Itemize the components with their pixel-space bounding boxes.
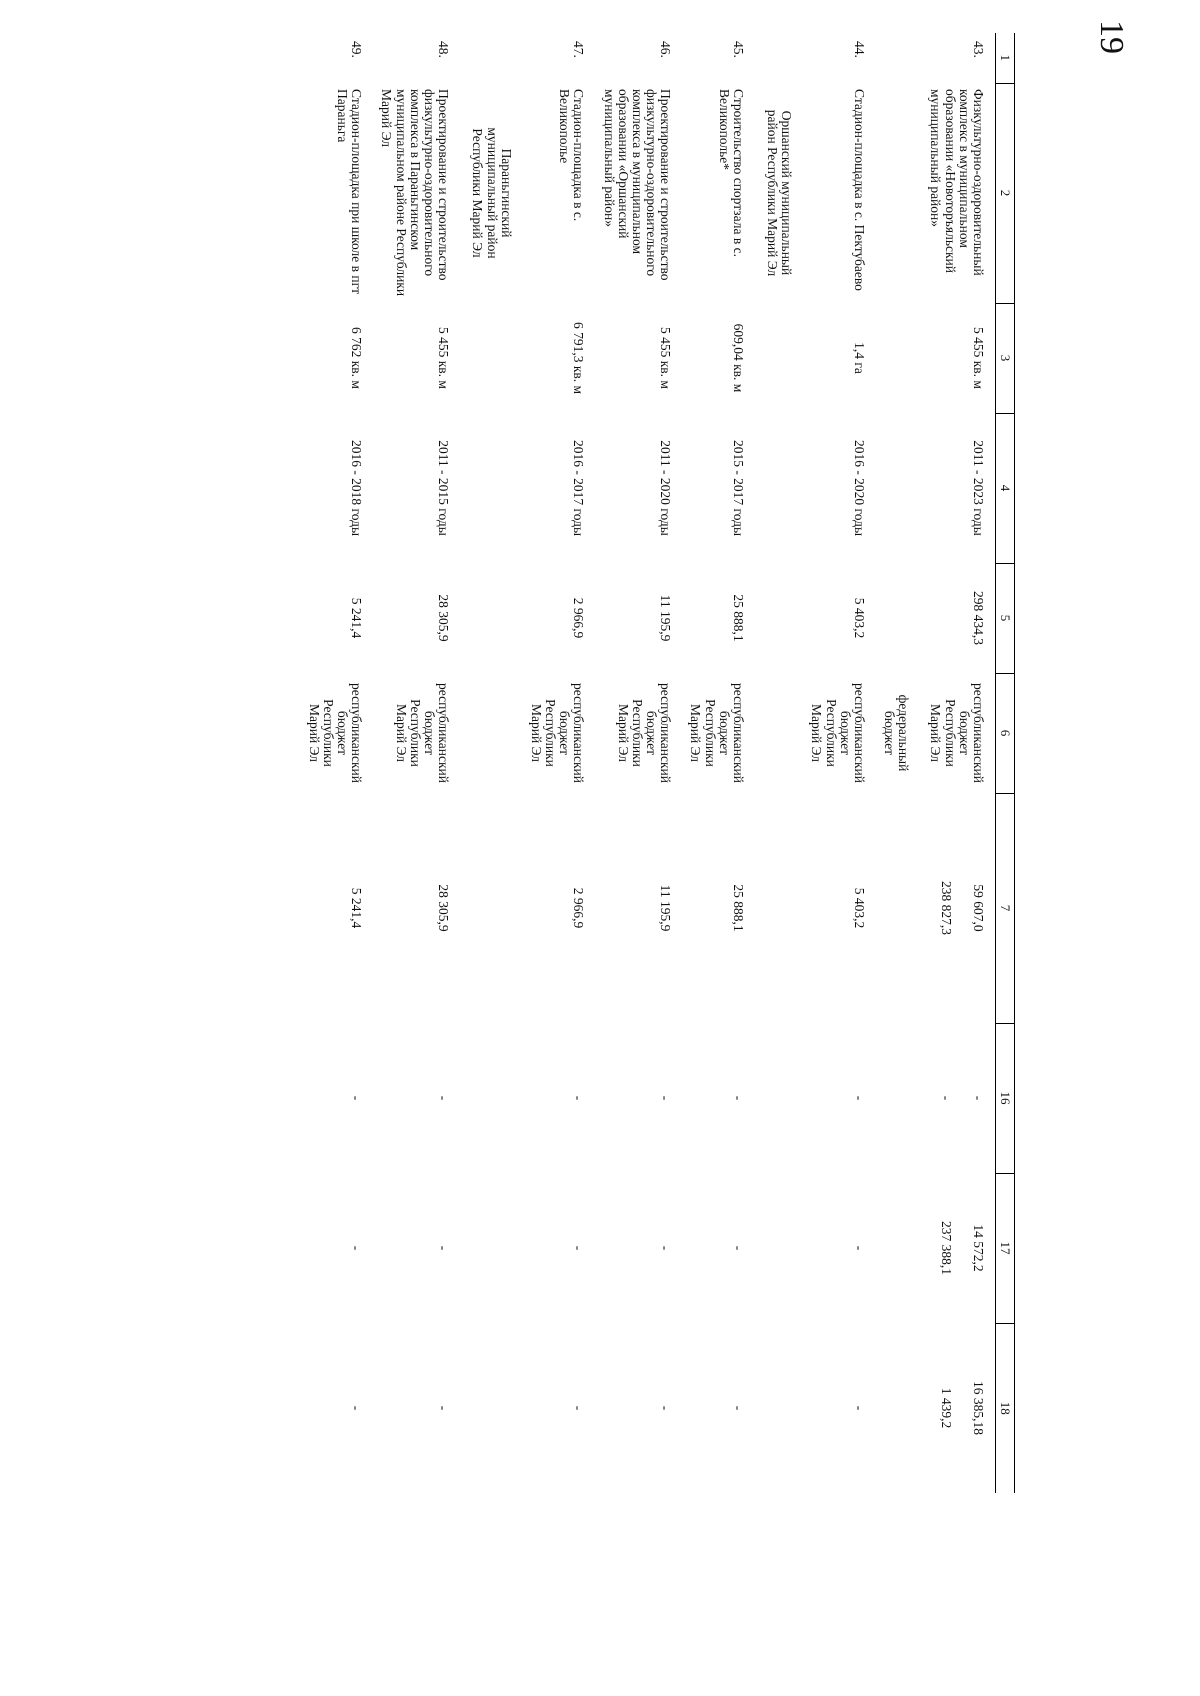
funding-source-cell [682,673,755,793]
empty-cell [460,1173,523,1323]
funding-source-cell [803,673,876,793]
value: - [349,1405,365,1411]
column-16-cell [523,1023,596,1173]
column-header: 2 [996,83,1015,303]
value: - [851,1245,867,1251]
column-17-cell [373,1173,460,1323]
object-name: Строительство спортзала в с. Великополье* [716,89,746,257]
object-name: Физкультурно-оздоровительный комплекс в муниципальном образовании «Новоторъяльский муниципальный район» [928,89,986,276]
column-16-cell [803,1023,876,1173]
column-7-cell [523,793,596,1023]
column-16-cell [595,1023,682,1173]
row-number: 45. [730,41,746,58]
table-body [301,33,996,1493]
period-cell: 2011 - 2023 годы [971,440,986,536]
total-cost-cell: 2 966,9 [571,597,587,639]
object-name: Стадион-площадка при школе в пгт Параньга [335,89,365,295]
period-cell: 2011 - 2015 годы [436,440,452,536]
column-17-cell [682,1173,755,1323]
column-7-cell [682,793,755,1023]
column-header: 7 [996,793,1015,1023]
empty-cell [755,303,803,413]
value: 5 403,2 [851,887,867,929]
value: - [658,1245,674,1251]
funding-source-name: республиканский бюджет Республики Марий Эл [809,683,867,783]
capacity-cell: 6 762 кв. м [349,327,365,389]
capacity-cell: 5 455 кв. м [971,327,986,389]
value: 28 305,9 [436,884,452,932]
value: - [851,1405,867,1411]
period-cell: 2016 - 2020 годы [851,439,867,537]
value: - [851,1095,867,1101]
value: - [436,1095,452,1101]
column-header: 16 [996,1023,1015,1173]
capacity-cell: 6 791,3 кв. м [571,321,587,395]
column-header: 4 [996,413,1015,563]
value: 16 385,18 [971,1381,986,1435]
column-7-cell [595,793,682,1023]
empty-cell [460,413,523,563]
value: 1 439,2 [938,1387,954,1429]
value: - [730,1245,746,1251]
column-header: 18 [997,1401,1013,1415]
funding-source-name: республиканский бюджет Республики Марий Эл [928,683,986,783]
column-16-cell [301,1023,374,1173]
column-18-cell [523,1323,596,1493]
column-17-cell [876,1173,996,1323]
value: - [730,1095,746,1101]
value: 25 888,1 [730,884,746,932]
total-cost-cell: 25 888,1 [730,594,746,642]
column-header: 6 [996,673,1015,793]
value: - [349,1095,365,1101]
value: 238 827,3 [938,881,954,935]
header-row [996,33,1015,1493]
empty-cell [460,563,523,673]
empty-cell [755,673,803,793]
row-number: 43. [971,41,986,58]
value: 11 195,9 [658,884,674,932]
empty-cell [755,1173,803,1323]
table-row [876,33,996,1493]
empty-cell [755,413,803,563]
value: - [571,1245,587,1251]
investment-table [301,33,1015,1493]
row-number: 47. [571,41,587,58]
column-18-cell [301,1323,374,1493]
funding-source-cell [595,673,682,793]
period-cell: 2011 - 2020 годы [658,440,674,536]
period-cell: 2015 - 2017 годы [730,439,746,537]
column-7-cell [301,793,374,1023]
table-row [595,33,682,1493]
column-7-cell [373,793,460,1023]
empty-cell [460,1323,523,1493]
table-row [373,33,460,1493]
object-name: Проектирование и строительство физкультурно-оздоровительного комплекса в муниципальном образовании «Оршанский муниципальный район» [601,89,674,281]
empty-cell [755,793,803,1023]
object-name: Стадион-площадка в с. Великополье [557,89,587,222]
column-17-cell [803,1173,876,1323]
subheader-row [460,33,523,1493]
value: - [938,1095,954,1101]
column-16-cell [373,1023,460,1173]
funding-source-name: республиканский бюджет Республики Марий Эл [393,683,452,783]
column-17-cell [595,1173,682,1323]
empty-cell [460,1023,523,1173]
empty-cell [755,1023,803,1173]
empty-cell [460,303,523,413]
funding-source-cell [523,673,596,793]
column-18-cell [876,1323,996,1493]
funding-source-name: республиканский бюджет Республики Марий Эл [688,683,746,783]
value: - [658,1095,674,1101]
value: - [730,1405,746,1411]
rotated-table-container [225,33,1015,1493]
empty-cell [460,33,523,83]
column-header: 5 [996,563,1015,673]
column-18-cell [803,1323,876,1493]
value: 2 966,9 [571,887,587,929]
value: 59 607,0 [971,884,986,932]
funding-source-name: республиканский бюджет Республики Марий Эл [306,683,365,783]
table-row [803,33,876,1493]
page-number: 19 [1093,20,1130,54]
total-cost-cell: 298 434,3 [971,591,986,645]
total-cost-cell: 11 195,9 [658,594,674,642]
column-16-cell [876,1023,996,1173]
value: - [658,1405,674,1411]
empty-cell [460,673,523,793]
subheader-row [755,33,803,1493]
row-number: 48. [436,41,452,58]
funding-source-name: федеральный бюджет [882,694,912,772]
column-header: 17 [996,1173,1015,1323]
empty-cell [460,793,523,1023]
empty-cell [755,1323,803,1493]
capacity-cell: 5 455 кв. м [658,327,674,389]
row-number: 44. [851,41,867,58]
total-cost-cell: 28 305,9 [436,594,452,642]
value: - [571,1405,587,1411]
value: 237 388,1 [938,1221,954,1275]
column-18-cell [373,1323,460,1493]
period-cell: 2016 - 2017 годы [571,439,587,537]
column-18-cell [682,1323,755,1493]
region-subheader: Параньгинский муниципальный район Республики Марий Эл [470,127,514,259]
value: 5 241,4 [349,887,365,929]
column-7-cell [803,793,876,1023]
funding-source-cell [876,673,996,793]
column-7-cell [876,793,996,1023]
capacity-cell: 1,4 га [851,342,867,374]
table-row [682,33,755,1493]
value: - [436,1245,452,1251]
funding-source-name: республиканский бюджет Республики Марий Эл [615,683,674,783]
row-number: 46. [658,41,674,58]
column-18-cell [595,1323,682,1493]
column-header: 3 [996,303,1015,413]
empty-cell [755,33,803,83]
table-row [301,33,374,1493]
funding-source-name: республиканский бюджет Республики Марий Эл [528,683,587,783]
period-cell: 2016 - 2018 годы [349,439,365,537]
column-header: 1 [996,33,1015,83]
capacity-cell: 609,04 кв. м [730,323,746,393]
empty-cell [755,563,803,673]
value: - [571,1095,587,1101]
value: - [971,1095,986,1101]
capacity-cell: 5 455 кв. м [436,327,452,389]
row-number: 49. [349,41,365,58]
funding-source-cell [301,673,374,793]
region-subheader: Оршанский муниципальный район Республики Марий Эл [765,109,795,277]
value: - [349,1245,365,1251]
funding-source-cell [373,673,460,793]
column-17-cell [523,1173,596,1323]
total-cost-cell: 5 403,2 [851,597,867,639]
object-name: Стадион-площадка в с. Пектубаево [851,89,867,291]
value: 14 572,2 [971,1224,986,1272]
total-cost-cell: 5 241,4 [349,597,365,639]
table-row [523,33,596,1493]
column-17-cell [301,1173,374,1323]
value: - [436,1405,452,1411]
column-16-cell [682,1023,755,1173]
object-name: Проектирование и строительство физкультурно-оздоровительного комплекса в Параньгинском муниципальном районе Республики Марий Эл [379,89,452,297]
